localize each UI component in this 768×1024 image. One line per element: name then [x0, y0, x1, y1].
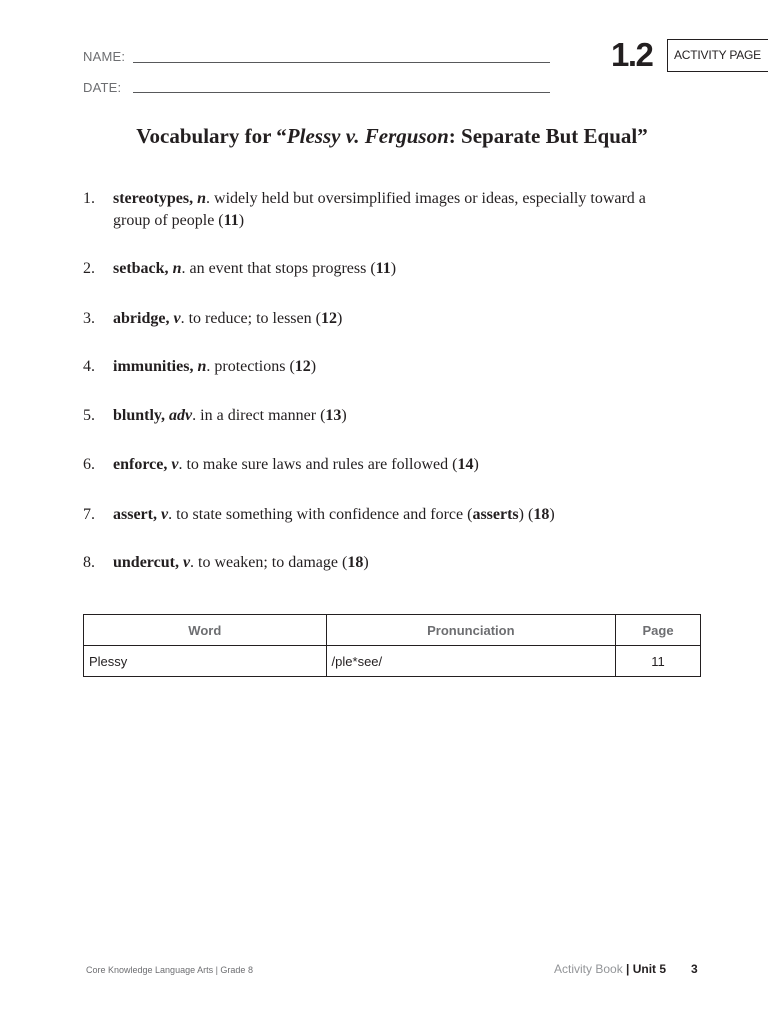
vocab-definition: . to weaken; to damage (: [190, 554, 348, 571]
vocab-number: 6.: [83, 456, 95, 473]
vocab-word: assert,: [113, 506, 157, 523]
vocab-item: [83, 308, 683, 330]
activity-number: 1.2: [611, 36, 653, 73]
vocab-word: stereotypes,: [113, 190, 194, 207]
footer-book-unit: [554, 962, 666, 976]
cell-page: 11: [616, 646, 701, 677]
vocab-word: bluntly,: [113, 407, 166, 424]
vocab-close: ): [238, 212, 245, 229]
vocab-item: [83, 504, 683, 526]
vocab-close: ): [336, 310, 343, 327]
vocab-item: [83, 188, 683, 232]
vocab-page: 12: [294, 358, 311, 375]
vocab-definition: . to reduce; to lessen (: [180, 310, 321, 327]
activity-page-label: ACTIVITY PAGE: [674, 48, 761, 62]
vocab-close: ): [363, 554, 369, 571]
cell-pronunciation: /ple*see/: [326, 646, 616, 677]
vocab-word: immunities,: [113, 358, 194, 375]
vocab-number: 7.: [83, 506, 95, 523]
table-row: [84, 646, 701, 677]
vocab-page: 11: [223, 212, 239, 229]
vocab-page: 18: [533, 506, 550, 523]
page-title: [0, 124, 768, 149]
pronunciation-table: [83, 614, 701, 677]
vocab-close: ): [473, 456, 479, 473]
footer-separator: |: [626, 962, 630, 976]
vocab-definition: . in a direct manner (: [192, 407, 326, 424]
column-header-word: Word: [84, 615, 327, 646]
vocab-close: ): [390, 260, 397, 277]
title-prefix: Vocabulary for “: [136, 124, 287, 148]
vocab-definition: . to state something with confidence and force (: [168, 506, 473, 523]
vocab-page: 14: [457, 456, 474, 473]
name-line: [133, 62, 550, 63]
column-header-page: Page: [616, 615, 701, 646]
vocab-word: abridge,: [113, 310, 170, 327]
vocab-pos: v: [173, 310, 181, 327]
vocab-pos: n: [197, 358, 207, 375]
vocab-number: 8.: [83, 554, 95, 571]
date-line: [133, 92, 550, 93]
vocab-definition: . an event that stops progress (: [181, 260, 376, 277]
vocab-item: [83, 405, 683, 427]
vocab-pos: v: [171, 456, 179, 473]
vocab-word: enforce,: [113, 456, 168, 473]
vocab-number: 4.: [83, 358, 95, 375]
vocab-page: 13: [325, 407, 342, 424]
vocab-definition: . protections (: [206, 358, 295, 375]
title-case-name: Plessy v. Ferguson: [286, 124, 449, 148]
vocab-number: 3.: [83, 310, 95, 327]
date-label: DATE:: [83, 80, 122, 95]
vocab-item: [83, 552, 683, 574]
vocab-close: ): [549, 506, 555, 523]
vocab-close: ): [310, 358, 317, 375]
vocab-number: 2.: [83, 260, 95, 277]
vocab-definition: . widely held but oversimplified images or ideas, especially toward a group of people (: [113, 190, 646, 229]
activity-page-box: [667, 39, 768, 72]
vocab-number: 5.: [83, 407, 95, 424]
vocab-form: asserts: [472, 506, 519, 523]
vocab-page: 18: [347, 554, 364, 571]
vocab-word: setback,: [113, 260, 169, 277]
vocab-number: 1.: [83, 190, 95, 207]
footer-series: Core Knowledge Language Arts | Grade 8: [86, 965, 253, 975]
footer-book: Activity Book: [554, 962, 627, 976]
vocab-item: [83, 356, 683, 378]
vocab-pos: n: [172, 260, 182, 277]
table-header-row: [84, 615, 701, 646]
column-header-pronunciation: Pronunciation: [326, 615, 616, 646]
vocab-pos: v: [160, 506, 169, 523]
vocab-pos: n: [197, 190, 207, 207]
cell-word: Plessy: [84, 646, 327, 677]
vocab-page: 11: [375, 260, 391, 277]
vocab-word: undercut,: [113, 554, 179, 571]
vocab-pos: v: [182, 554, 191, 571]
vocab-item: [83, 454, 683, 476]
vocab-item: [83, 258, 683, 280]
vocab-definition: . to make sure laws and rules are followed (: [178, 456, 458, 473]
footer-unit: Unit 5: [629, 962, 667, 976]
vocab-pos: adv: [169, 407, 193, 424]
name-label: NAME:: [83, 49, 126, 64]
vocab-close: ): [341, 407, 347, 424]
vocab-page: 12: [320, 310, 337, 327]
page-number: 3: [691, 962, 698, 976]
vocab-form-close: ) (: [518, 506, 534, 523]
title-suffix: : Separate But Equal”: [448, 124, 648, 148]
